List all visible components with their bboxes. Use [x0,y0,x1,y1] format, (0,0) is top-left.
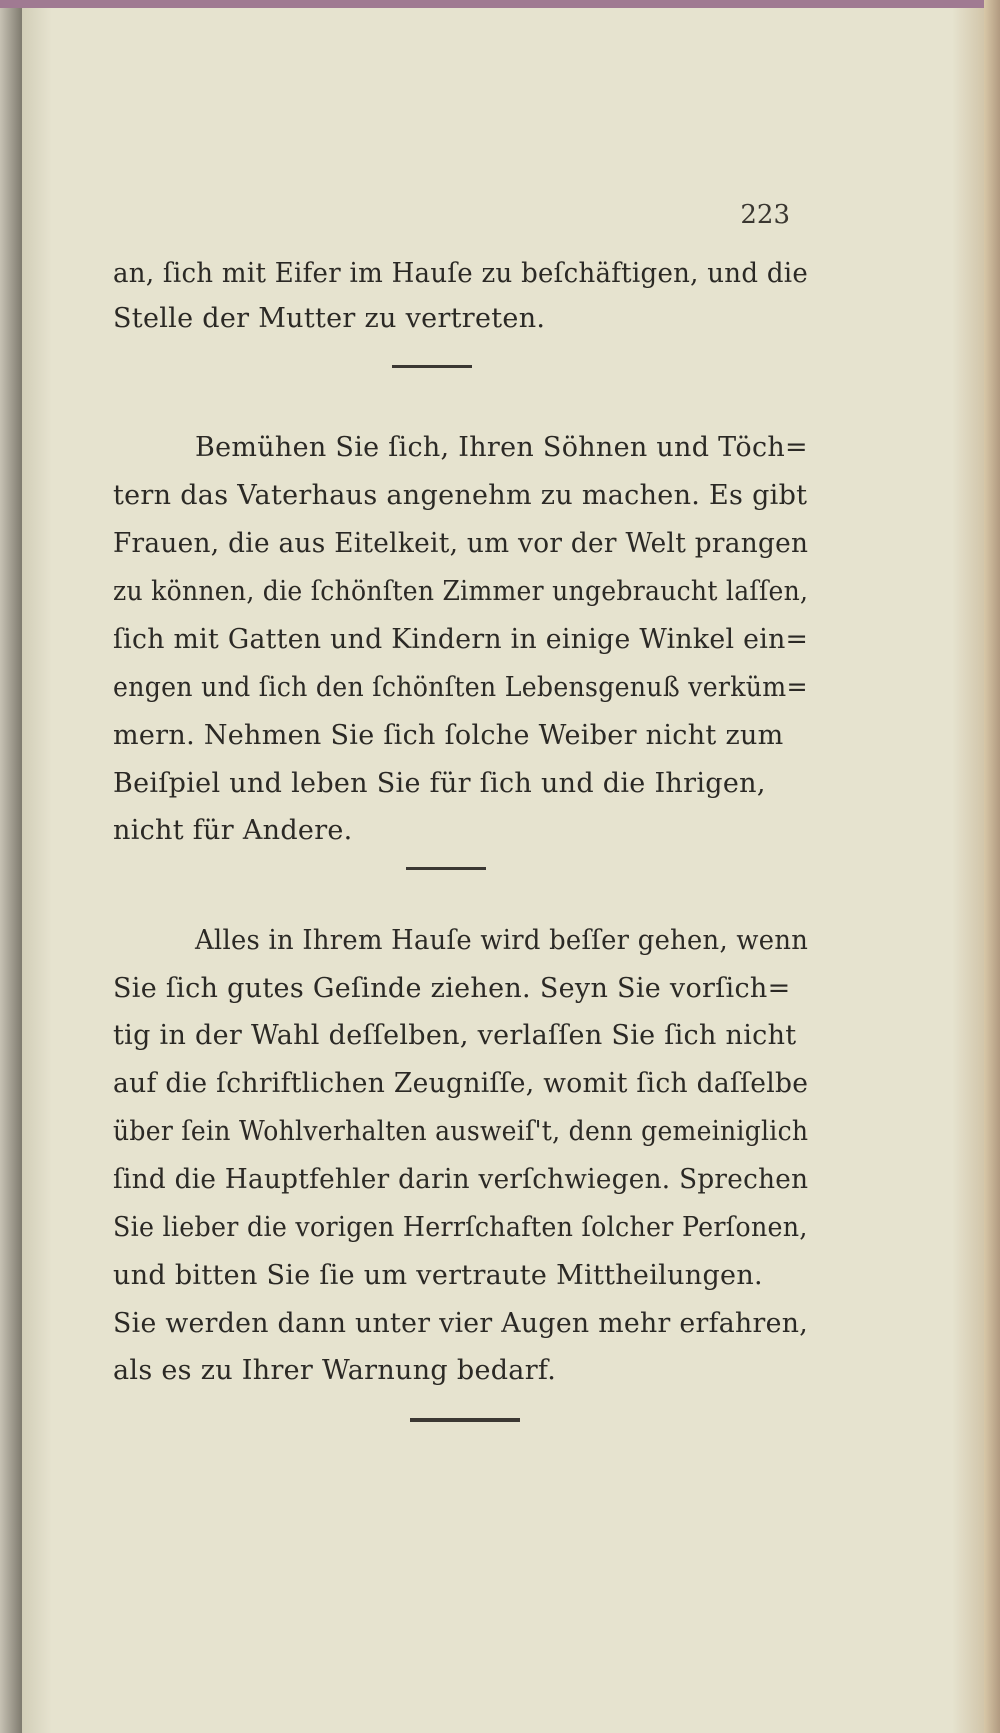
text-line: an, ſich mit Eifer im Hauſe zu beſchäftigen, und die [113,258,809,289]
text-line: zu können, die ſchönſten Zimmer ungebraucht laſſen, [113,576,809,607]
text-line: tig in der Wahl deſſelben, verlaſſen Sie ſich nicht [113,1020,797,1051]
text-line: über ſein Wohlverhalten ausweiſ't, denn gemeiniglich [113,1116,809,1147]
text-line: als es zu Ihrer Warnung bedarf. [113,1355,557,1386]
text-line: Sie lieber die vorigen Herrſchaften ſolcher Perſonen, [113,1212,808,1243]
text-line: Sie werden dann unter vier Augen mehr erfahren, [113,1308,809,1339]
section-divider [406,867,486,870]
text-line: Stelle der Mutter zu vertreten. [113,303,546,334]
text-line: Beiſpiel und leben Sie für ſich und die Ihrigen, [113,768,766,799]
text-line: mern. Nehmen Sie ſich ſolche Weiber nicht zum [113,720,784,751]
text-line: auf die ſchriftlichen Zeugniſſe, womit ſich daſſelbe [113,1068,809,1099]
section-divider [392,365,472,368]
text-line: tern das Vaterhaus angenehm zu machen. Es gibt [113,480,808,511]
text-line: und bitten Sie ſie um vertraute Mittheilungen. [113,1260,763,1291]
text-line: Frauen, die aus Eitelkeit, um vor der Welt prangen [113,528,809,559]
text-line: Bemühen Sie ſich, Ihren Söhnen und Töch= [195,432,808,463]
text-line: ſind die Hauptfehler darin verſchwiegen. Sprechen [113,1164,809,1195]
text-line: Alles in Ihrem Hauſe wird beſſer gehen, wenn [195,925,809,956]
text-line: Sie ſich gutes Geſinde ziehen. Seyn Sie vorſich= [113,973,791,1004]
text-line: ſich mit Gatten und Kindern in einige Winkel ein= [113,624,809,655]
book-spine-edge [0,0,22,1733]
text-line: engen und ſich den ſchönſten Lebensgenuß verküm= [113,672,808,703]
book-cover-edge [0,0,1000,8]
page-number: 223 [740,200,790,230]
page-fore-edge [984,0,1000,1733]
end-divider [410,1418,520,1422]
text-line: nicht für Andere. [113,815,353,846]
